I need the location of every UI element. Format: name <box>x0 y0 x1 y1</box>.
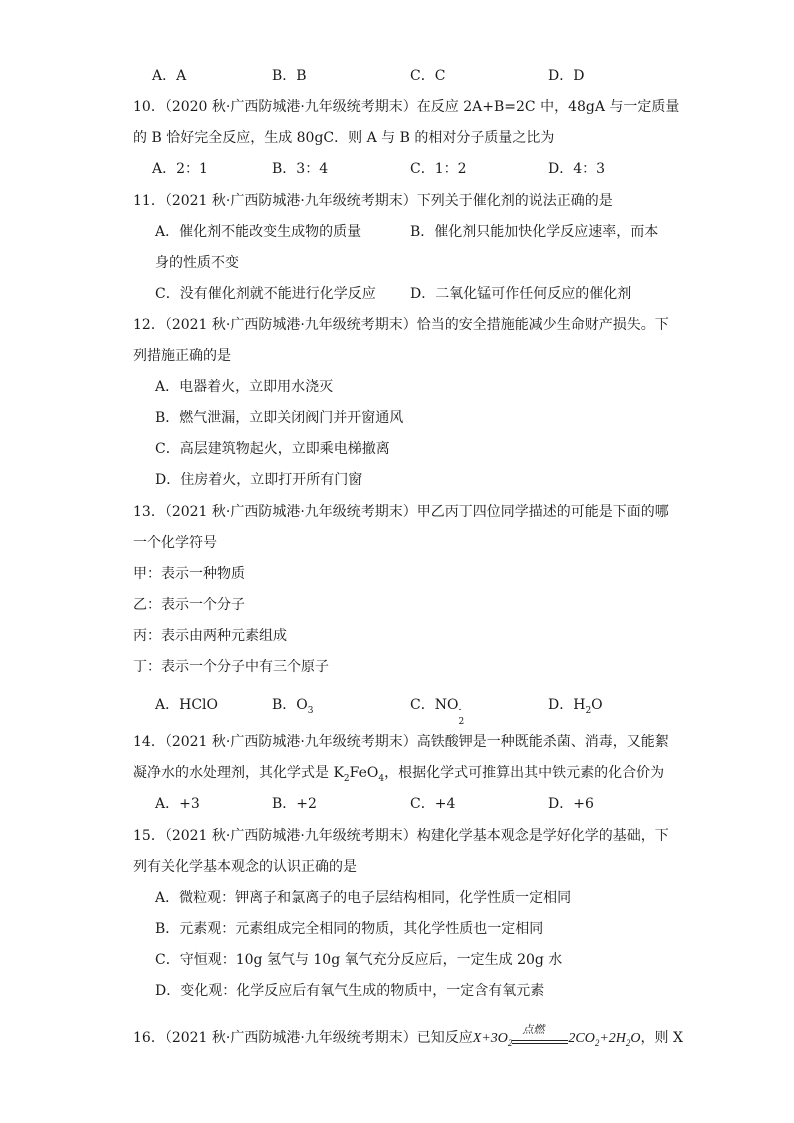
q15-option-c: C．守恒观：10g 氢气与 10g 氧气充分反应后，一定生成 20g 水 <box>155 952 563 968</box>
reaction-condition-arrow: 点燃 <box>512 1034 568 1052</box>
q13-statement-jia: 甲：表示一种物质 <box>133 566 245 582</box>
q10-stem-line2: 的 B 恰好完全反应，生成 80gC．则 A 与 B 的相对分子质量之比为 <box>133 130 555 146</box>
q14-option-d: D．+6 <box>548 796 594 812</box>
q14-option-c: C．+4 <box>410 796 456 812</box>
q12-stem-line1: 12．（2021 秋·广西防城港·九年级统考期末）恰当的安全措施能减少生命财产损失。下 <box>133 317 669 333</box>
q15-option-a: A．微粒观：钾离子和氯离子的电子层结构相同，化学性质一定相同 <box>155 890 572 906</box>
q9-option-c: C．C <box>410 68 446 84</box>
q10-option-b: B．3：4 <box>272 161 329 177</box>
q15-option-b: B．元素观：元素组成完全相同的物质，其化学性质也一定相同 <box>155 921 544 937</box>
q15-option-d: D．变化观：化学反应后有氧气生成的物质中，一定含有氧元素 <box>155 983 545 999</box>
q12-stem-line2: 列措施正确的是 <box>133 348 231 364</box>
q12-option-a: A．电器着火，立即用水浇灭 <box>155 379 334 395</box>
q11-option-d: D．二氧化锰可作任何反应的催化剂 <box>410 286 632 302</box>
q14-stem-line2: 凝净水的水处理剂，其化学式是 $K_2FeO_4$，根据化学式可推算出其中铁元素的化合价为 <box>133 765 665 784</box>
q13-statement-bing: 丙：表示由两种元素组成 <box>133 628 287 644</box>
q14-option-a: A．+3 <box>155 796 200 812</box>
q10-option-d: D．4：3 <box>548 161 606 177</box>
q11-option-b-cont: 身的性质不变 <box>155 255 239 271</box>
q12-option-d: D．住房着火，立即打开所有门窗 <box>155 472 363 488</box>
q15-stem-line2: 列有关化学基本观念的认识正确的是 <box>133 859 357 875</box>
q14-option-b: B．+2 <box>272 796 317 812</box>
q15-stem-line1: 15．（2021 秋·广西防城港·九年级统考期末）构建化学基本观念是学好化学的基础，下 <box>133 828 669 844</box>
q11-option-b: B．催化剂只能加快化学反应速率，而本 <box>410 224 659 240</box>
q11-option-a: A．催化剂不能改变生成物的质量 <box>155 224 362 240</box>
q9-option-b: B．B <box>272 68 307 84</box>
q11-stem: 11．（2021 秋·广西防城港·九年级统考期末）下列关于催化剂的说法正确的是 <box>133 193 613 209</box>
q11-option-c: C．没有催化剂就不能进行化学反应 <box>155 286 376 302</box>
q13-option-d: D．$H_2O$ <box>548 697 603 716</box>
q10-option-a: A．2：1 <box>152 161 208 177</box>
q16-equation: $X+3O_2$ 点燃 $2CO_2+2H_2O$ <box>473 1031 641 1046</box>
q10-option-c: C．1：2 <box>410 161 467 177</box>
q10-stem-line1: 10．（2020 秋·广西防城港·九年级统考期末）在反应 2A+B=2C 中，48gA 与一定质量 <box>133 99 680 115</box>
q13-stem-line1: 13．（2021 秋·广西防城港·九年级统考期末）甲乙丙丁四位同学描述的可能是下面的哪 <box>133 504 669 520</box>
q14-stem-line1: 14．（2021 秋·广西防城港·九年级统考期末）高铁酸钾是一种既能杀菌、消毒，又能絮 <box>133 734 669 750</box>
q13-option-a: A．HClO <box>155 697 218 713</box>
q12-option-b: B．燃气泄漏，立即关闭阀门并开窗通风 <box>155 410 404 426</box>
q13-statement-ding: 丁：表示一个分子中有三个原子 <box>133 659 329 675</box>
q12-option-c: C．高层建筑物起火，立即乘电梯撤离 <box>155 441 390 457</box>
q13-stem-line2: 一个化学符号 <box>133 535 217 551</box>
q13-option-c: C．NO - 2 <box>410 697 465 727</box>
q13-option-b: B．$O_3$ <box>272 697 314 716</box>
q16-stem: 16．（2021 秋·广西防城港·九年级统考期末）已知反应$X+3O_2$ 点燃 $2CO_2+2H_2O$，则 X <box>133 1029 683 1052</box>
q9-option-d: D．D <box>548 68 585 84</box>
q13-statement-yi: 乙：表示一个分子 <box>133 597 245 613</box>
q9-option-a: A．A <box>152 68 187 84</box>
